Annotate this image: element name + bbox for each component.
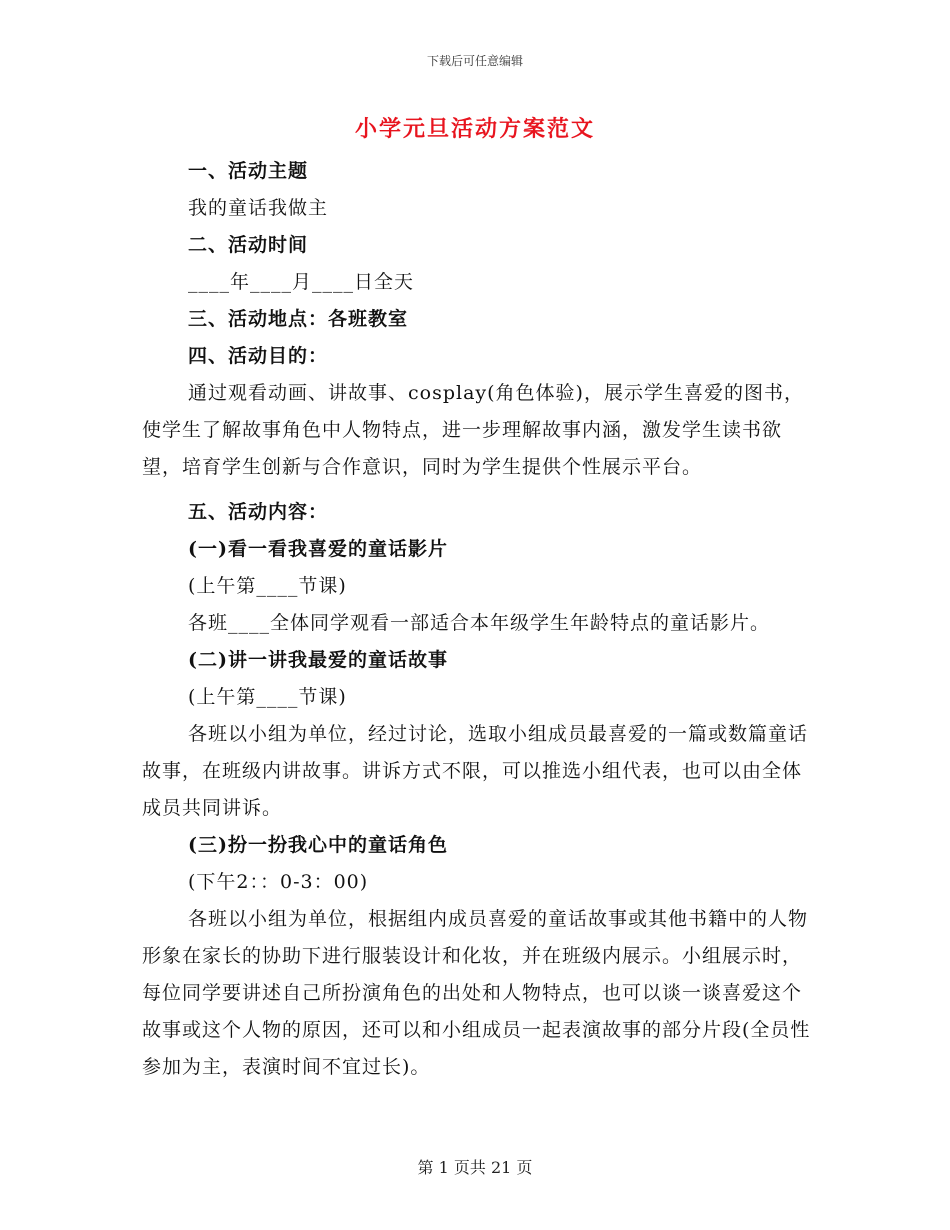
paragraph-activity-2: 各班以小组为单位，经过讨论，选取小组成员最喜爱的一篇或数篇童话故事，在班级内讲故事。讲诉方式不限，可以推选小组代表，也可以由全体成员共同讲诉。 (142, 723, 809, 819)
section-heading-content: 五、活动内容： (188, 501, 329, 523)
page-header: 下载后可任意编辑 (426, 54, 523, 68)
document-title: 小学元旦活动方案范文 (354, 116, 595, 142)
subsection-heading-3: (三)扮一扮我心中的童话角色 (188, 834, 448, 856)
paragraph-purpose: 通过观看动画、讲故事、cosplay(角色体验)，展示学生喜爱的图书，使学生了解故事角色中人物特点，进一步理解故事内涵，激发学生读书欲望，培育学生创新与合作意识，同时为学生提供个性展示平台。 (142, 382, 804, 478)
subsection-heading-2: (二)讲一讲我最爱的童话故事 (188, 649, 448, 671)
paragraph-time-3: (下午2：：0-3：00) (188, 871, 369, 893)
paragraph-time-2: (上午第____节课) (188, 686, 347, 708)
subsection-heading-1: (一)看一看我喜爱的童话影片 (188, 538, 448, 560)
page-footer: 第 1 页共 21 页 (417, 1158, 533, 1177)
paragraph-time-1: (上午第____节课) (188, 575, 347, 597)
document-body (142, 153, 812, 1086)
section-heading-purpose: 四、活动目的： (188, 345, 329, 367)
paragraph-activity-3: 各班以小组为单位，根据组内成员喜爱的童话故事或其他书籍中的人物形象在家长的协助下进行服装设计和化妆，并在班级内展示。小组展示时，每位同学要讲述自己所扮演角色的出处和人物特点，也可以谈一谈喜爱这个故事或这个人物的原因，还可以和小组成员一起表演故事的部分片段(全员性参加为主，表演时间不宜过长)。 (142, 908, 811, 1078)
paragraph-activity-1: 各班____全体同学观看一部适合本年级学生年龄特点的童话影片。 (188, 612, 771, 634)
section-heading-time: 二、活动时间 (188, 234, 309, 256)
section-heading-location: 三、活动地点：各班教室 (188, 308, 409, 330)
paragraph-theme: 我的童话我做主 (188, 197, 329, 219)
paragraph-time: ____年____月____日全天 (188, 271, 415, 293)
section-heading-theme: 一、活动主题 (188, 160, 309, 182)
